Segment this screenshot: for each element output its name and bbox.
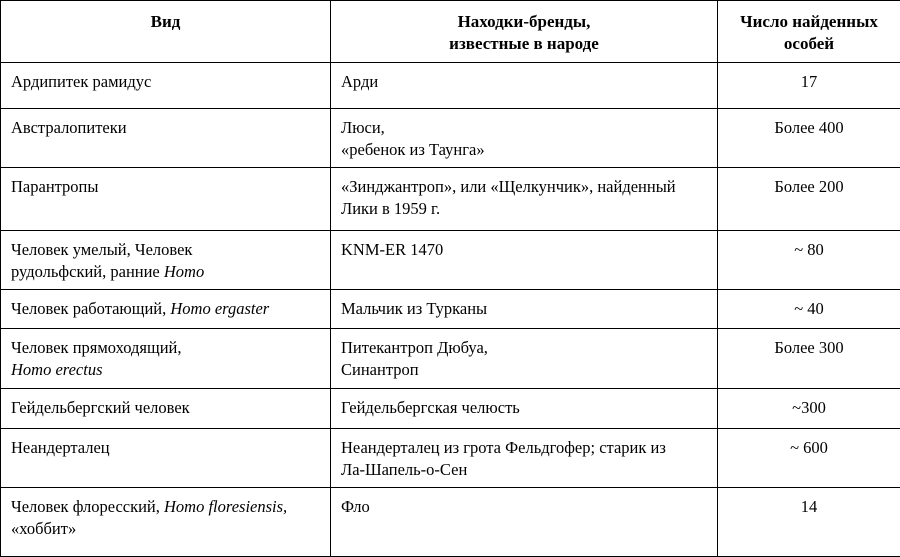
species-text	[1, 429, 330, 465]
species-text	[1, 231, 330, 289]
column-header-line: Вид	[9, 11, 322, 33]
cell-count	[718, 167, 900, 230]
column-header-species	[1, 1, 331, 63]
cell-line: Человек прямоходящий,	[11, 337, 320, 359]
species-text	[1, 329, 330, 387]
cell-line: Люси,	[341, 117, 707, 139]
cell-species	[1, 230, 331, 289]
cell-finds	[331, 328, 718, 388]
cell-line: Ардипитек рамидус	[11, 71, 320, 93]
cell-line	[11, 261, 320, 283]
cell-finds	[331, 63, 718, 109]
count-value: ~ 80	[718, 231, 900, 267]
count-value: ~ 600	[718, 429, 900, 465]
count-value: Более 200	[718, 168, 900, 204]
table-header	[1, 1, 900, 63]
cell-finds	[331, 388, 718, 428]
cell-species	[1, 388, 331, 428]
cell-finds	[331, 109, 718, 168]
table-row	[1, 109, 900, 168]
table-row	[1, 63, 900, 109]
cell-count	[718, 328, 900, 388]
taxon-name: Homo	[164, 262, 204, 281]
table-row	[1, 167, 900, 230]
cell-species	[1, 487, 331, 556]
cell-count	[718, 289, 900, 328]
table-row	[1, 328, 900, 388]
cell-species	[1, 109, 331, 168]
cell-line: Австралопитеки	[11, 117, 320, 139]
cell-line: «хоббит»	[11, 518, 320, 540]
finds-text	[331, 488, 717, 524]
column-header-line: Находки-бренды,	[339, 11, 709, 33]
column-header-count	[718, 1, 900, 63]
finds-text	[331, 290, 717, 326]
table-row	[1, 428, 900, 487]
cell-line: Арди	[341, 71, 707, 93]
cell-count	[718, 109, 900, 168]
cell-line	[11, 496, 320, 518]
taxon-name: Homo floresiensis,	[164, 497, 287, 516]
finds-text	[331, 231, 717, 267]
species-text	[1, 389, 330, 425]
count-value: 17	[718, 63, 900, 99]
cell-species	[1, 328, 331, 388]
cell-line: «ребенок из Таунга»	[341, 139, 707, 161]
column-header-line: особей	[726, 33, 892, 55]
table-row	[1, 487, 900, 556]
cell-text: Человек флоресский,	[11, 497, 164, 516]
cell-count	[718, 230, 900, 289]
finds-text	[331, 429, 717, 487]
cell-text: рудольфский, ранние	[11, 262, 164, 281]
table-row	[1, 388, 900, 428]
species-text	[1, 109, 330, 145]
cell-line: Фло	[341, 496, 707, 518]
cell-line: Homo erectus	[11, 359, 320, 381]
cell-line: «Зинджантроп», или «Щелкунчик», найденный	[341, 176, 707, 198]
column-header-line: Число найденных	[726, 11, 892, 33]
cell-species	[1, 63, 331, 109]
cell-text: Человек работающий,	[11, 299, 170, 318]
cell-line: Мальчик из Турканы	[341, 298, 707, 320]
cell-count	[718, 487, 900, 556]
cell-finds	[331, 289, 718, 328]
species-text	[1, 290, 330, 326]
cell-line: Неандерталец из грота Фельдгофер; старик из	[341, 437, 707, 459]
cell-count	[718, 428, 900, 487]
column-header-line: известные в народе	[339, 33, 709, 55]
taxon-name: Homo ergaster	[170, 299, 269, 318]
cell-line: Неандерталец	[11, 437, 320, 459]
species-text	[1, 488, 330, 546]
cell-finds	[331, 230, 718, 289]
finds-text	[331, 329, 717, 387]
count-value: ~ 40	[718, 290, 900, 326]
table-row	[1, 289, 900, 328]
table-header-row	[1, 1, 900, 63]
column-header-finds	[331, 1, 718, 63]
cell-line: Гейдельбергская челюсть	[341, 397, 707, 419]
cell-line: Лики в 1959 г.	[341, 198, 707, 220]
cell-count	[718, 388, 900, 428]
count-value: 14	[718, 488, 900, 524]
finds-text	[331, 389, 717, 425]
cell-line: Парантропы	[11, 176, 320, 198]
cell-finds	[331, 487, 718, 556]
finds-text	[331, 109, 717, 167]
finds-text	[331, 168, 717, 226]
cell-species	[1, 167, 331, 230]
cell-line: KNM-ER 1470	[341, 239, 707, 261]
count-value: Более 400	[718, 109, 900, 145]
cell-finds	[331, 428, 718, 487]
species-text	[1, 168, 330, 204]
cell-species	[1, 428, 331, 487]
cell-count	[718, 63, 900, 109]
cell-line: Гейдельбергский человек	[11, 397, 320, 419]
cell-finds	[331, 167, 718, 230]
species-text	[1, 63, 330, 99]
count-value: Более 300	[718, 329, 900, 365]
cell-species	[1, 289, 331, 328]
cell-line	[11, 298, 320, 320]
table-body	[1, 63, 900, 557]
table-row	[1, 230, 900, 289]
count-value: ~300	[718, 389, 900, 425]
cell-line: Питекантроп Дюбуа,	[341, 337, 707, 359]
cell-line: Синантроп	[341, 359, 707, 381]
cell-line: Человек умелый, Человек	[11, 239, 320, 261]
finds-text	[331, 63, 717, 99]
cell-line: Ла-Шапель-о-Сен	[341, 459, 707, 481]
